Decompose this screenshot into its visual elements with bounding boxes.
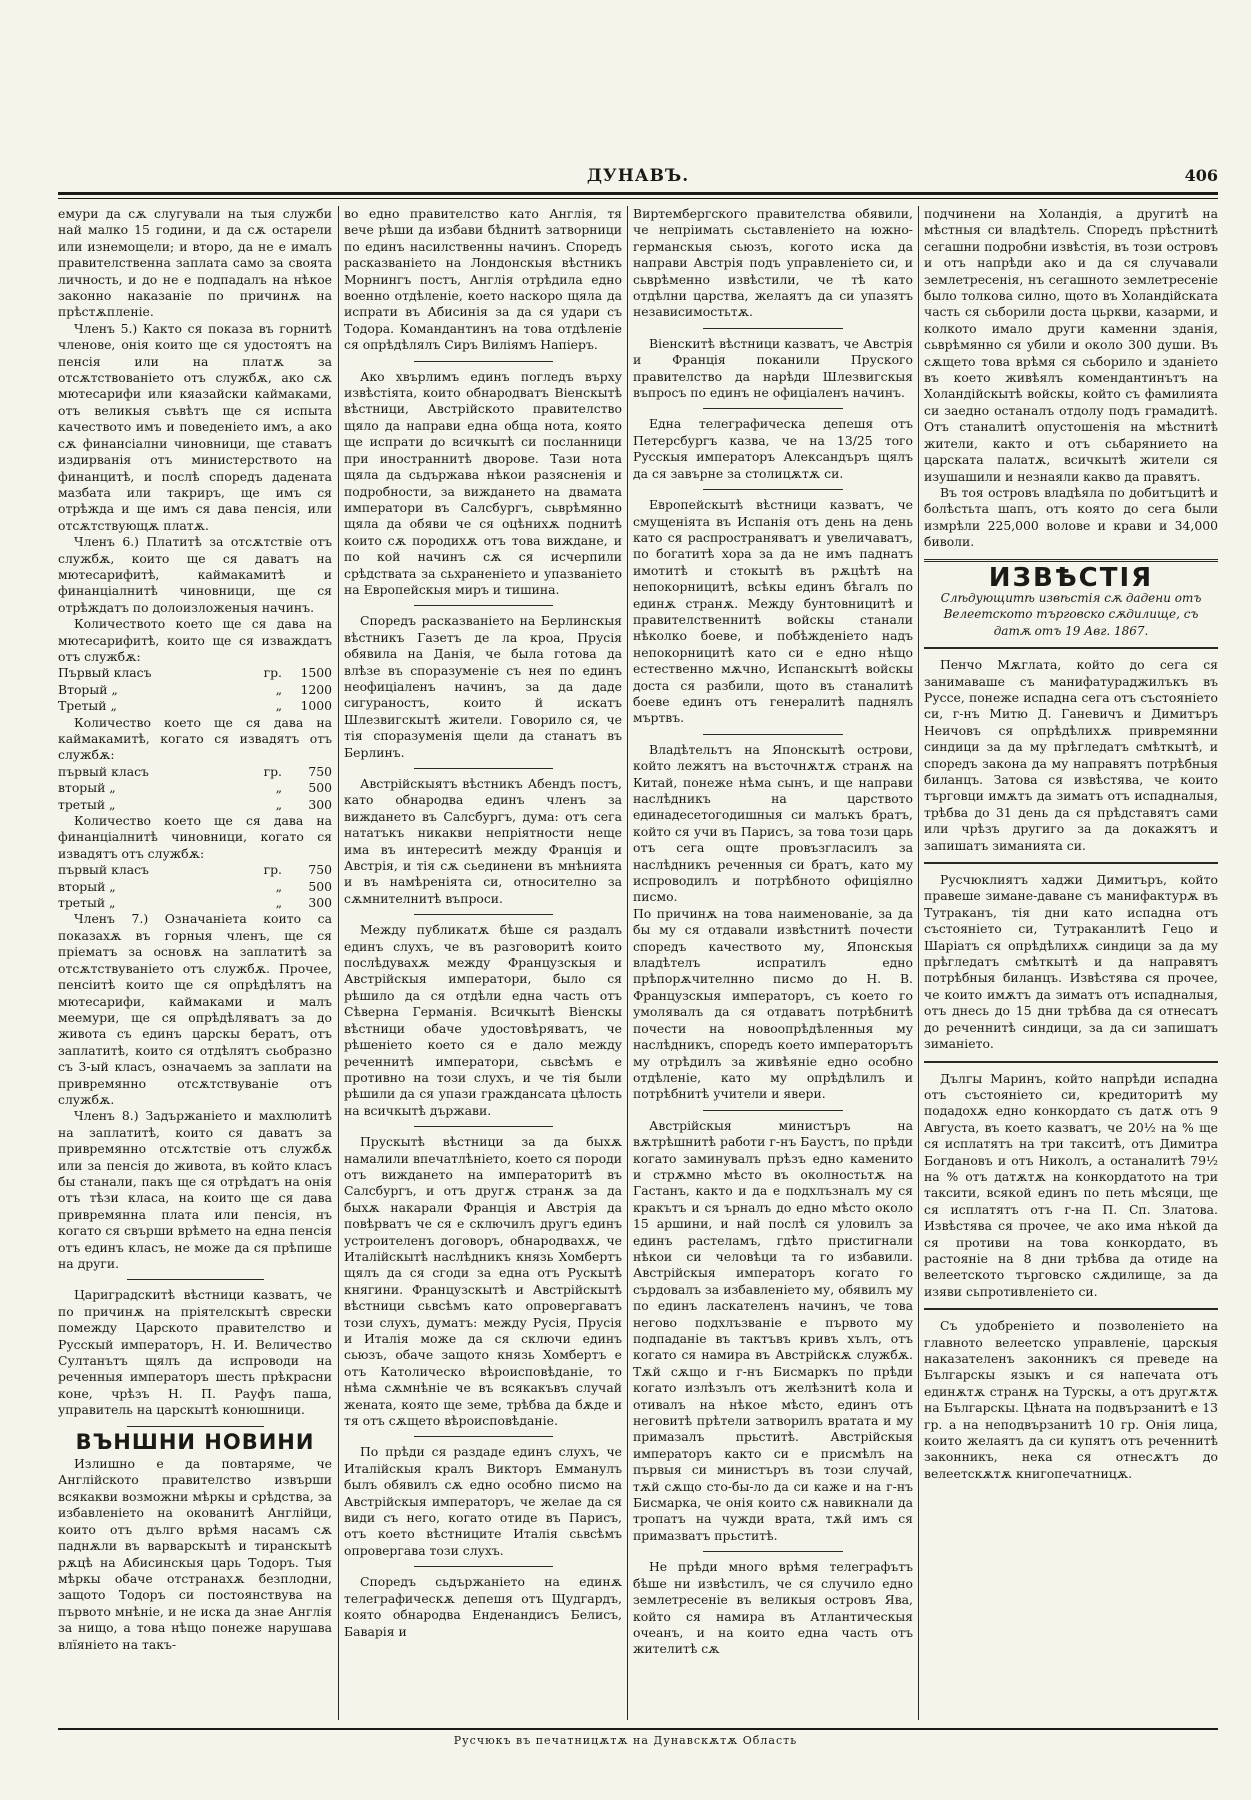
paragraph: По причинѫ на това наименованіе, за да бы му ся отдавали извѣстнитѣ почести споредъ качеството му, Японскыя владѣтелъ испратилъ едно прѣпорѫчителнно писмо до Н. В. Французскыя императоръ, съ което го умолявалъ да ся отдаватъ потрѣбнитѣ почести на новоопрѣдѣленныя му наслѣдникъ, споредъ което императорътъ му отрѣдилъ за живѣяніе едно особно отдѣленіе, като му опрѣдѣлилъ и потрѣбнитѣ учители и явери.	[633, 905, 913, 1102]
paragraph: Споредъ расказваніето на Берлинскыя вѣстникъ Газетъ де ла кроа, Прусія обявила на Данія, че была готова да влѣзе въ споразуменіе съ нея по единъ неофиціаленъ начинъ, за да даде сигураностъ, които й искатъ Шлезвигскытѣ жители. Говорило ся, че тія споразуменія щели да станатъ въ Берлинъ.	[344, 613, 622, 760]
pension-table-finance	[58, 862, 332, 911]
table-row: третый „ „ 300	[58, 895, 332, 911]
section-subheading: Слѣдующитѣ извѣстія сѫ дадени отъ Велеетското търговско сѫдилище, съ датѫ отъ 19 Авг. 1867.	[940, 590, 1202, 638]
paragraph: Количество което ще ся дава на каймакамитѣ, когато ся извадятъ отъ службѫ:	[58, 714, 332, 763]
table-row: вторый „ „ 500	[58, 878, 332, 894]
section-divider	[703, 408, 843, 409]
paragraph: Пенчо Мѫглата, който до сега ся занимаваше съ манифатураджилъкъ въ Руссе, понеже испадна сега отъ състояніето си, г-нъ Митю Д. Ганевичъ и Димитъръ Неичовъ ся опрѣдѣлихѫ привремянни синдици за да му прѣгледатъ смѣткытѣ, и споредъ закона да му направятъ потрѣбныя биланцъ. Затова ся извѣстява, че които търговци имѫтъ да зиматъ отъ испадналыя, трѣбва до 31 день да ся прѣдставятъ сами или чрѣзъ другиго за да докажятъ и запишатъ зиманията си.	[924, 657, 1218, 853]
section-heading: ВЪНШНИ НОВИНИ	[75, 1429, 315, 1454]
paragraph: Членъ 6.) Платитѣ за отсѫтствіе отъ службѫ, които ще ся даватъ на мютесарифитѣ, каймакамитѣ и финанціалнитѣ чиновници, ще ся отрѣждатъ по долоизложеныя начинъ.	[58, 534, 332, 615]
section-divider	[703, 734, 843, 735]
paragraph: Въ тоя островъ владѣяла по добитъцитѣ и болѣстьта шапъ, отъ която до сега были измрѣли 225,000 волове и крави и 34,000 биволи.	[924, 484, 1218, 550]
column-divider	[918, 206, 919, 1720]
section-divider	[703, 1110, 843, 1111]
paragraph: Русчюклиятъ хаджи Димитъръ, който правеше зимане-даване съ манифактурѫ въ Тутраканъ, тія дни като испадна отъ състояніето си, Тутраканлитѣ Гецо и Шаріатъ ся опрѣдѣлихѫ синдици за да му прѣгледатъ смѣткытѣ и да направятъ потрѣбныя биланцъ. Извѣстява ся прочее, че които имѫтъ да зиматъ отъ испадналыя, отъ днесь до 15 дни трѣбва да ся отнесатъ до реченнитѣ синдици, за да си запишатъ зиманіето.	[924, 872, 1218, 1052]
table-row: третый „ „ 300	[58, 796, 332, 812]
paragraph: Ако хвърлимъ единъ погледъ върху извѣстіята, които обнародватъ Віенскытѣ вѣстници, Австрійското правителство щяло да направи една обща нота, която ще испрати до всичкытѣ си посланници при иностраннитѣ дворове. Тази нота щяла да сьдържава нѣкои разясненія и подробности, за виждането на двамата императори въ Салсбургъ, сьврѣмянно щяла да обяви че ся оцѣнихѫ поднитѣ които сѫ породихѫ отъ това виждане, и по кой начинъ сѫ ся исчерпили срѣдствата за сьхраненіето и упазваніето на Европейскыя миръ и тишина.	[344, 368, 622, 597]
section-divider	[703, 1551, 843, 1552]
imprint: Русчюкъ въ печатницѫтѫ на Дунавскѫтѫ Область	[453, 1734, 798, 1747]
paragraph: Не прѣди много врѣмя телеграфътъ бѣше ни извѣстилъ, че ся случило едно землетресеніе въ великыя островъ Ява, който ся намира въ Атлантическыя очеанъ, и на които една часть отъ жителитѣ сѫ	[633, 1559, 913, 1657]
paragraph: Количество което ще ся дава на финанціалнитѣ чиновници, когато ся извадятъ отъ службѫ:	[58, 813, 332, 861]
section-divider	[924, 1308, 1218, 1310]
table-row: Вторый „ „ 1200	[58, 681, 332, 697]
paragraph: Віенскитѣ вѣстници казватъ, че Австрія и Франція поканили Пруского правителство да нарѣди Шлезвигскыя въпросъ по единъ не офиціаленъ начинъ.	[633, 335, 913, 401]
section-heading: ИЗВѢСТІЯ	[988, 562, 1154, 593]
column-divider	[627, 206, 628, 1720]
section-divider	[414, 768, 553, 769]
column-divider	[338, 206, 339, 1720]
paragraph: Владѣтельтъ на Японскытѣ острови, който лежятъ на въсточнѫтѫ странѫ на Китай, понеже нѣма сынъ, и ще направи наслѣдникъ на царството единадесетогодишныя си малъкъ братъ, който ся учи въ Парисъ, за това този царь отъ сега ощте провъзгласилъ за наслѣдникъ реченныя си братъ, като му испроводилъ и потрѣбното офиціялно писмо.	[633, 741, 913, 905]
paragraph: Членъ 7.) Означаніета които са показахѫ въ горныя членъ, ще ся пріематъ за основѫ на заплатитѣ за отсѫтствуваніето отъ службѫ. Прочее, пенсіитѣ които ще ся опрѣдѣлятъ на мютесарифи, каймаками и малъ меемури, ще ся опрѣдѣляватъ за до живота съ единъ царскы бератъ, отъ заплатитѣ, които ся отдѣлятъ сьобразно съ 3-ый класъ, означаемъ за заплати на привремянно отсѫтствуваніе отъ службѫ.	[58, 911, 332, 1107]
paragraph: Една телеграфическа депешя отъ Петерсбургъ казва, че на 13/25 того Русскыя императоръ Александъръ щялъ да ся завърне за столицѫтѫ си.	[633, 416, 913, 481]
section-divider	[127, 1426, 264, 1427]
section-divider	[414, 1566, 553, 1567]
paragraph: Прускытѣ вѣстници за да быхѫ намалили впечатлѣніето, което ся породи отъ виждането на императоритѣ въ Салсбургъ, и отъ другѫ странѫ за да быхѫ накарали Франція и Австрія да повѣрватъ че ся е сключилъ другъ единъ устроителенъ договоръ, обнародвахѫ, че Италійскытѣ наслѣдникъ князь Хомбертъ щялъ да ся сгоди за една отъ Рускытѣ княгини. Французскытѣ и Австрійскытѣ вѣстници сьвсѣмъ като опровергаватъ този слухъ, думатъ: между Русія, Прусія и Италія може да ся сключи единъ сьюзъ, обаче защото князь Хомбертъ е отъ Католическо вѣроисповѣданіе, то нѣма сѫмнѣніе че въ всякакъвъ случай жената, която ще земе, трѣбва да бѫде и тя отъ сѫщето вѣроисповѣданіе.	[344, 1134, 622, 1429]
section-divider	[414, 605, 553, 606]
table-row: първый класъ гр. 750	[58, 763, 332, 779]
paragraph: Австрійскыя министъръ на вѫтрѣшнитѣ работи г-нъ Баустъ, по прѣди когато заминувалъ прѣзъ едно каменито и стрѫмно мѣсто въ околностьтѫ на Гастанъ, както и да е подхлъзналъ му ся кракътъ и ся ърналъ до едно мѣсто около 15 аршини, и най послѣ ся уловилъ за единъ растеламъ, гдѣто пристигнали нѣкои си человѣци та го избавили. Австрійскыя императоръ когато го сърдовалъ за избавленіето му, обявилъ му по единъ ласкателенъ начинъ, че това негово подхлъзваніе е първото му подпаданіе въ тактъвъ кривъ хълъ, отъ когато ся намира въ Австрійскѫ службѫ. Тѫй сѫщо и г-нъ Бисмаркъ по прѣди когато излѣзълъ отъ желѣзнитѣ кола и отивалъ на нѣкое мѣсто, единъ отъ неговитѣ прѣтели затворилъ вратата и му примазалъ прьститѣ. Австрійскыя императоръ както си е присмѣлъ на първыя си министъръ въ този случай, тѫй сѫщо сто-бы-ло да си каже и на г-нъ Бисмарка, че онія които сѫ навикнали да тропатъ на чужди врата, тѫй имъ ся примазватъ прьститѣ.	[633, 1117, 913, 1543]
paragraph: Членъ 8.) Задържаніето и махлюлитѣ на заплатитѣ, които ся даватъ за привремянно отсѫтствіе отъ службѫ или за пенсія до живота, въ който класъ бы станали, пакъ ще ся отрѣдатъ на онія отъ тѣзи класа, на които ще ся дава привремянна плата или пенсія, нъ когато ся свърши врѣмето на една пенсія отъ единъ класъ, не може да ся прѣпише на други.	[58, 1108, 332, 1271]
paragraph: подчинени на Холандія, а другитѣ на мѣстныя си владѣтель. Споредъ прѣстнитѣ сегашни подробни извѣстія, въ този островъ и отъ напрѣди ако и да ся случавали землетресенія, нъ сегашното землетресеніе было толкова силно, щото въ Холандійската часть ся сьборили доста цьркви, казарми, и колкото имало други каменни зданія, сьврѣмянно ся убили и около 300 души. Въ сѫщето това врѣмя ся сьборило и зданіето въ което живѣялъ комендантинътъ на Холандійскытѣ войскы, който съ фамилията си заедно останалъ отдолу подъ грамадитѣ. Отъ станалитѣ опустошенія на мѣстнитѣ жители, както и отъ сьбарянието на царската палатѫ, всичкытѣ жители ся изушашили и незнаяли какво да правятъ.	[924, 206, 1218, 484]
section-divider	[924, 559, 1218, 562]
table-row: Първый класъ гр. 1500	[58, 665, 332, 681]
section-divider	[924, 647, 1218, 649]
paragraph: Членъ 5.) Както ся показа въ горнитѣ членове, онія които ще ся удостоятъ на пенсія или на платѫ за отсѫтствованіето отъ службѫ, ако сѫ мютесарифи или кяазайски каймаками, отъ великыя съвѣтъ ще ся испыта качеството имъ и поведеніето имъ, а ако сѫ финансіални чиновници, ще ставатъ издирванія отъ министерството на финанцитѣ, и послѣ споредъ дадената мазбата или такриръ, ще имъ ся отрѣжда и ще имъ ся дава пенсія, или отсѫтствующѫ платѫ.	[58, 320, 332, 533]
section-divider	[703, 489, 843, 490]
section-divider	[414, 914, 553, 915]
table-row: Третый „ „ 1000	[58, 698, 332, 714]
column-1	[58, 206, 332, 1653]
section-divider	[703, 328, 843, 329]
header-rule-thin	[58, 198, 1218, 199]
paragraph: Цариградскитѣ вѣстници казватъ, че по причинѫ на пріятелскытѣ сврески помежду Царското правителство и Русскый императоръ, Н. И. Величество Султанътъ щялъ да испроводи на реченныя императоръ шесть прѣкрасни коне, чрѣзъ Н. П. Рауфъ паша, управитель на царскытѣ конюшници.	[58, 1287, 332, 1418]
paragraph: Виртембергского правителства обявили, че непріимать сьставленіето на южно-германскыя сьюзъ, когото иска да направи Австрія подъ управленіето си, и сьврѣменно извѣстили, че тѣ като отдѣлни царства, желаятъ да си упазятъ независимостьтѫ.	[633, 206, 913, 320]
table-row: вторый „ „ 500	[58, 780, 332, 796]
section-divider	[924, 1061, 1218, 1063]
paragraph: Дългы Маринъ, който напрѣди испадна отъ състояніето си, кредиторитѣ му подадохѫ едно конкордато съ датѫ отъ 9 Августа, въ което казватъ, че 20½ на % ще ся исплатятъ на три такситѣ, отъ Димитра Богдановъ и отъ Николъ, а останалитѣ 79½ на % отъ датѫтѫ на конкордатото на три таксити, всякой единъ по петь мѣсяци, ще ся исплатятъ отъ г-на П. Сп. Златова. Извѣстява ся прочее, че ако има нѣкой да ся противи на това конкордато, въ растояніе на 8 дни трѣбва да отиде на велеетското търговско сѫдилище, за да изяви сьпротивленіето си.	[924, 1070, 1218, 1299]
column-4	[924, 206, 1218, 1482]
column-3	[633, 206, 913, 1658]
paragraph: Между публикатѫ бѣше ся раздалъ единъ слухъ, че въ разговоритѣ които послѣдувахѫ между Французскыя и Австрійскыя императори, было ся рѣшило да ся отдѣли една часть отъ Сѣверна Германія. Всичкытѣ Віенскы вѣстници обаче удостовѣряватъ, че рѣшеніето което ся е дало между реченнитѣ императори, сьвсѣмъ е противно на този слухъ, и че тія были рѣшили да ся упази граждансата цѣлость на всичкытѣ държави.	[344, 922, 622, 1118]
paragraph: во едно правителство като Англія, тя вече рѣши да избави бѣднитѣ затворници по единъ насилственны начинъ. Споредъ расказваніето на Лондонскыя вѣстникъ Морнингъ постъ, Англія отрѣдила едно военно отдѣленіе, което наскоро щяла да испрати въ Абисинія за да ся удари съ Тодора. Командантинъ на това отдѣленіе ся опрѣдѣлялъ Сиръ Виліямъ Напіеръ.	[344, 206, 622, 353]
section-divider	[414, 1126, 553, 1127]
section-divider	[414, 361, 553, 362]
paragraph: Съ удобреніето и позволеніето на главното велеетско управленіе, царскыя наказателенъ законникъ ся преведе на Българскы языкъ и ся напечата отъ единѫтѫ странѫ на Турскы, а отъ другѫтѫ на Българскы. Цѣната на подвързанитѣ е 13 гр. а на неподвързанитѣ 10 гр. Онія лица, които желаятъ да си купятъ отъ реченнитѣ законникъ, нека ся отнесѫтъ до велеетскѫтѫ книгопечатницѫ.	[924, 1318, 1218, 1481]
section-divider	[127, 1279, 264, 1280]
column-2	[344, 206, 622, 1640]
paragraph: Излишно е да повтаряме, че Англійското правителство извърши всякакви возможни мѣркы и срѣдства, за избавленіето на окованитѣ Англійци, които отъ дълго врѣмя насамъ сѫ паднѫли въ варварскытѣ и тиранскытѣ рѫцѣ на Абисинскыя царь Тодоръ. Тыя мѣркы обаче отстранахѫ безплодни, защото Тодоръ си постоянствува на първото мнѣніе, и не иска да знае Англія за нищо, а това нѣщо понеже нарушава влїяніето на такъ-	[58, 1456, 332, 1652]
newspaper-title: ДУНАВЪ.	[586, 166, 690, 186]
table-row: първый класъ гр. 750	[58, 862, 332, 878]
paragraph: Австрійскыятъ вѣстникъ Абендъ постъ, като обнародва единъ членъ за виждането въ Салсбургъ, дума: отъ сега нататъкъ никакви непріятности неще има въ интереситѣ между Франція и Австрія, и тія сѫ сьединени въ мнѣнията и въ намѣреніята си, относително за сѫмнителнитѣ въпроси.	[344, 776, 622, 906]
masthead	[58, 166, 1218, 188]
footer-rule	[58, 1728, 1218, 1730]
paragraph: Европейскытѣ вѣстници казватъ, че смущеніята въ Испанія отъ день на день като ся распространяватъ и увеличаватъ, по богатитѣ хора за да не имъ паднатъ имотитѣ и стокытѣ въ рѫцѣтѣ на непокорницитѣ, всѣкы единъ бѣгалъ по единѫ странѫ. Между бунтовницитѣ и правителственнитѣ войскы станали нѣколко боеве, и побѣжденіето надъ непокорницитѣ като си е едно нѣщо естественно мѫчно, Испанскытѣ войскы доста ся разбили, щото въ станалитѣ боеве единъ отъ генералитѣ паднялъ мъртвъ.	[633, 497, 913, 726]
section-divider	[414, 1436, 553, 1437]
page-number: 406	[1184, 166, 1218, 185]
header-rule	[58, 192, 1218, 195]
paragraph: Споредъ сьдържаніето на единѫ телеграфическѫ депешя отъ Щудгардъ, която обнародва Енденандисъ Белисъ, Баварія и	[344, 1574, 622, 1639]
section-divider	[924, 862, 1218, 864]
pension-table-kaimakam	[58, 764, 332, 813]
pension-table-mutesarif	[58, 665, 332, 714]
paragraph: Количеството което ще ся дава на мютесарифитѣ, които ще ся изваждатъ отъ службѫ:	[58, 616, 332, 664]
paragraph: емури да сѫ слугували на тыя служби най малко 15 години, и да сѫ остарели или изнемощели; и второ, да не е ималъ правителственна заплата само за своята личность, и до не е подпадалъ на нѣкое законно наказаніе по причинѫ на прѣстѫпленіе.	[58, 206, 332, 320]
paragraph: По прѣди ся раздаде единъ слухъ, че Италійскыя кралъ Викторъ Емманулъ былъ обявилъ сѫ едно особно писмо на Австрійскыя императоръ, че желае да ся види съ него, когато отиде въ Парисъ, отъ което вѣстниците Италія сьвсѣмъ опровергава този слухъ.	[344, 1444, 622, 1558]
